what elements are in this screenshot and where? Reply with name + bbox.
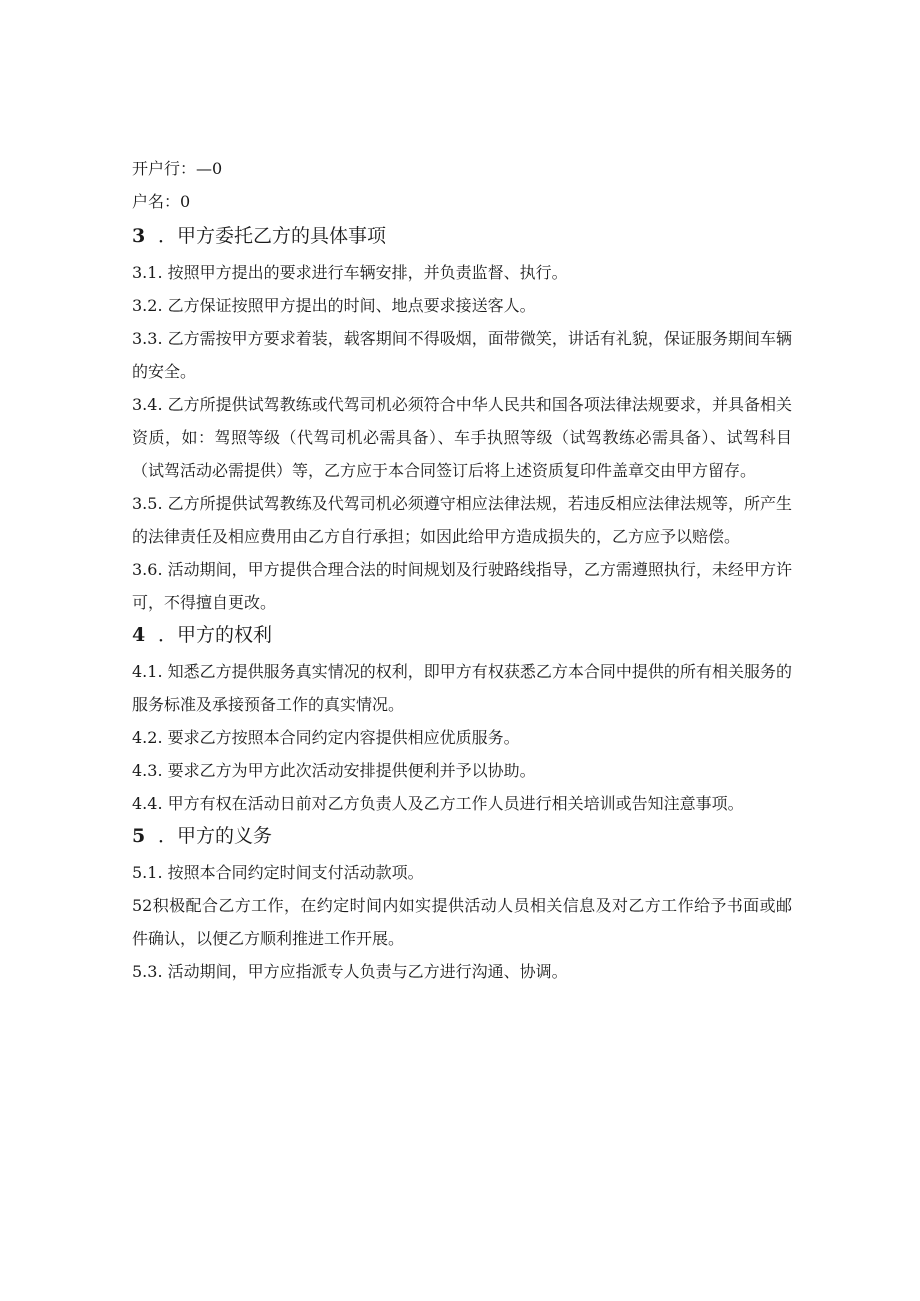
section-3-heading: [132, 224, 792, 248]
clause-3-4: 3.4. 乙方所提供试驾教练或代驾司机必须符合中华人民共和国各项法律法规要求，并具备相关资质，如：驾照等级（代驾司机必需具备）、车手执照等级（试驾教练必需具备）、试驾科目（试驾活动必需提供）等，乙方应于本合同签订后将上述资质复印件盖章交由甲方留存。: [132, 395, 792, 480]
section-4-title: ．甲方的权利: [158, 624, 273, 646]
section-3-number: 3: [132, 225, 146, 247]
clause-5-1: 5.1. 按照本合同约定时间支付活动款项。: [132, 863, 424, 882]
account-name-line: 户名：0: [132, 192, 191, 211]
clause-5-3: 5.3. 活动期间，甲方应指派专人负责与乙方进行沟通、协调。: [132, 962, 568, 981]
clause-4-3: 4.3. 要求乙方为甲方此次活动安排提供便利并予以协助。: [132, 761, 536, 780]
clause-3-1: 3.1. 按照甲方提出的要求进行车辆安排，并负责监督、执行。: [132, 263, 568, 282]
clause-3-2: 3.2. 乙方保证按照甲方提出的时间、地点要求接送客人。: [132, 296, 536, 315]
section-4-heading: [132, 623, 792, 647]
clause-4-1: 4.1. 知悉乙方提供服务真实情况的权利，即甲方有权获悉乙方本合同中提供的所有相关服务的服务标准及承接预备工作的真实情况。: [132, 662, 792, 714]
bank-line: 开户行：—0: [132, 159, 223, 178]
clause-3-3: 3.3. 乙方需按甲方要求着装，载客期间不得吸烟，面带微笑，讲话有礼貌，保证服务期间车辆的安全。: [132, 329, 792, 381]
section-3-title: ．甲方委托乙方的具体事项: [158, 225, 387, 247]
section-4-number: 4: [132, 624, 146, 646]
section-5-number: 5: [132, 825, 146, 847]
section-5-heading: [132, 824, 792, 848]
clause-4-2: 4.2. 要求乙方按照本合同约定内容提供相应优质服务。: [132, 728, 520, 747]
document-page: [132, 158, 792, 988]
clause-5-2: 52积极配合乙方工作，在约定时间内如实提供活动人员相关信息及对乙方工作给予书面或邮件确认，以便乙方顺利推进工作开展。: [132, 896, 792, 948]
clause-3-6: 3.6. 活动期间，甲方提供合理合法的时间规划及行驶路线指导，乙方需遵照执行，未经甲方许可，不得擅自更改。: [132, 560, 792, 612]
clause-4-4: 4.4. 甲方有权在活动日前对乙方负责人及乙方工作人员进行相关培训或告知注意事项。: [132, 794, 744, 813]
clause-3-5: 3.5. 乙方所提供试驾教练及代驾司机必须遵守相应法律法规，若违反相应法律法规等，所产生的法律责任及相应费用由乙方自行承担；如因此给甲方造成损失的，乙方应予以赔偿。: [132, 494, 792, 546]
section-5-title: ．甲方的义务: [158, 825, 273, 847]
